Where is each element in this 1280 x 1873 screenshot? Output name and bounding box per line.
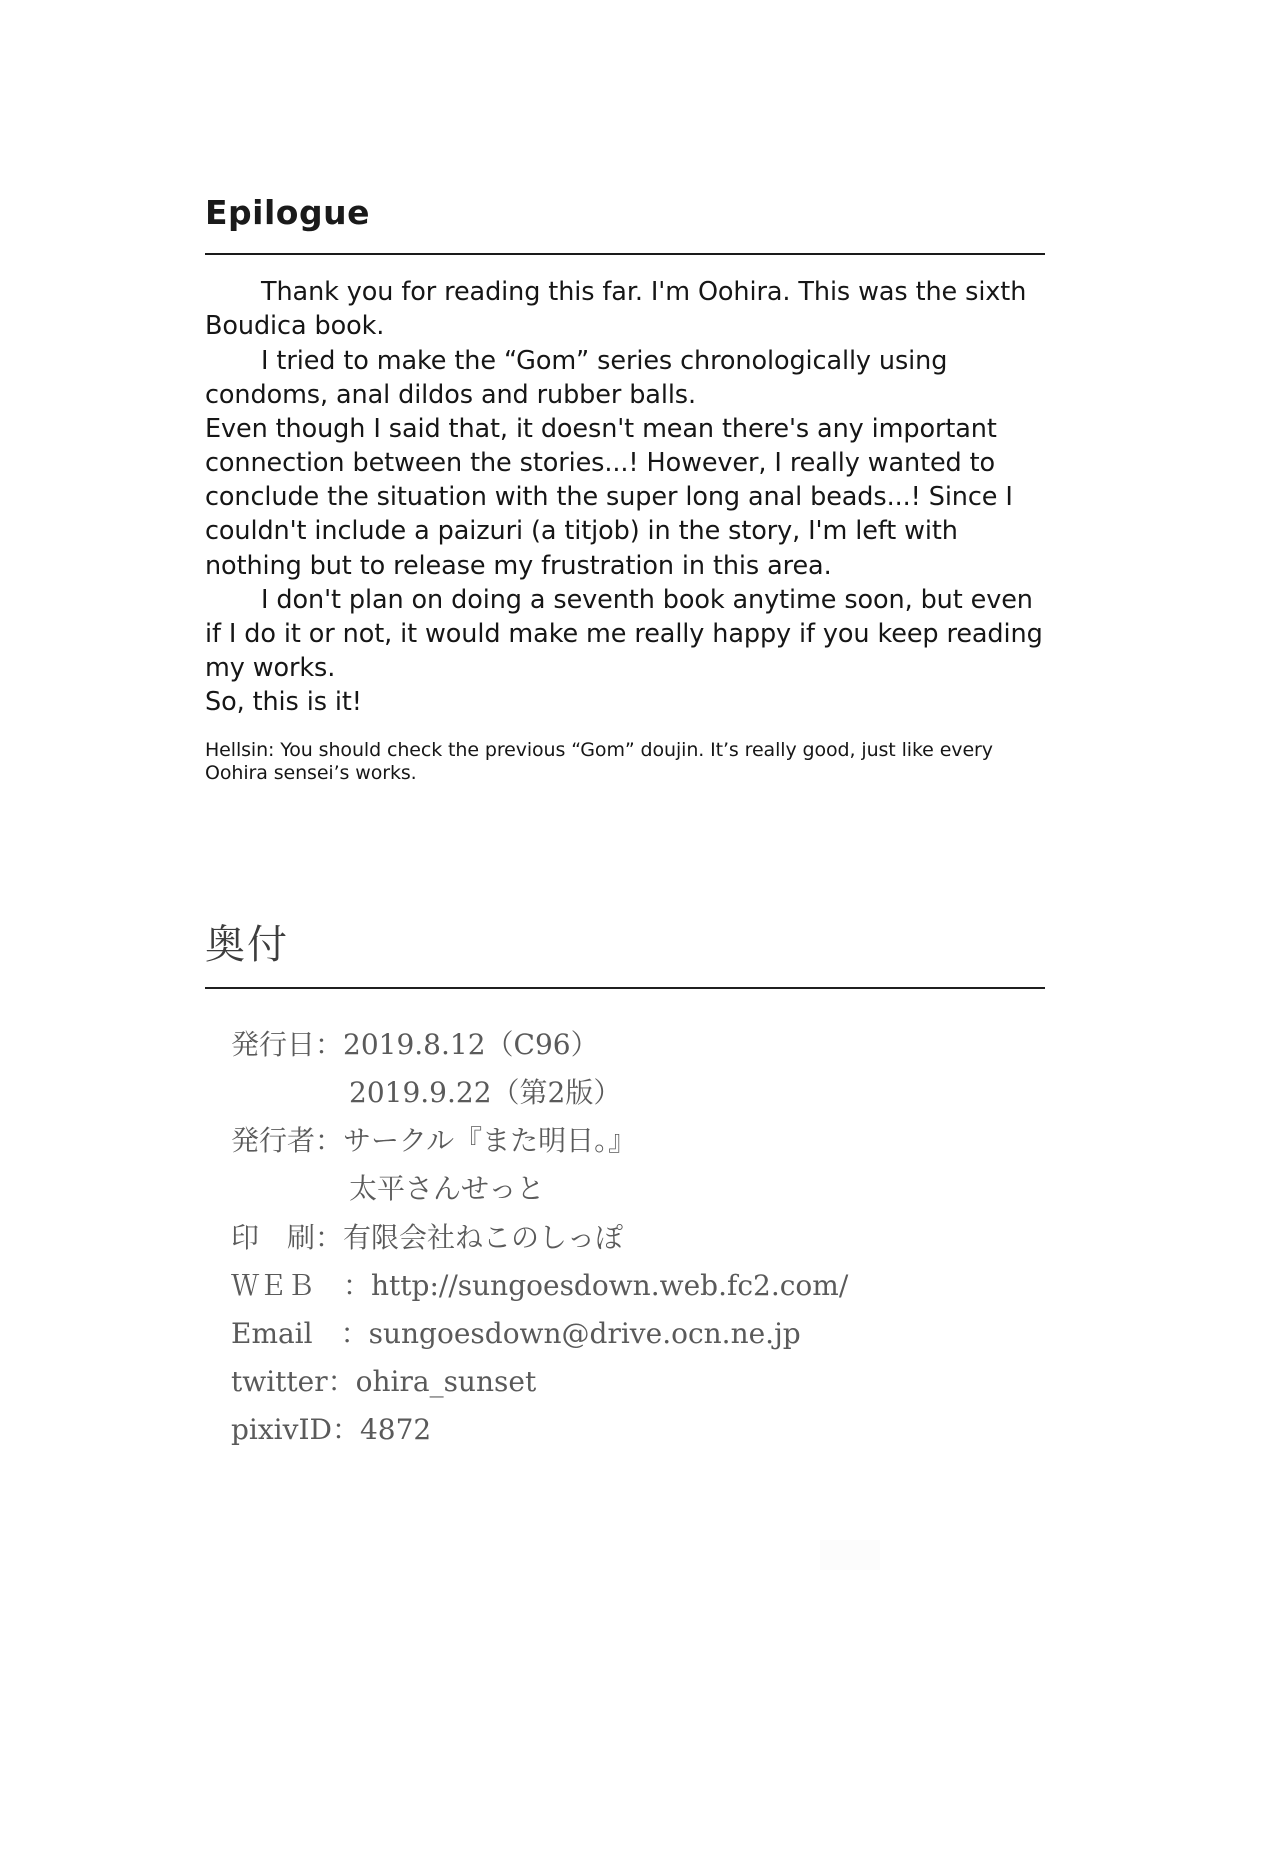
heading-divider <box>205 253 1045 255</box>
colophon-value: サークル『また明日。』 <box>343 1124 637 1158</box>
colophon-divider <box>205 987 1045 989</box>
twitter-handle[interactable]: ohira_sunset <box>355 1365 537 1399</box>
colophon-label: Email ： <box>231 1316 369 1350</box>
colophon-row-twitter <box>231 1358 1045 1406</box>
translator-note: Hellsin: You should check the previous “Gom” doujin. It’s really good, just like every Oohira sensei’s works. <box>205 739 993 785</box>
epilogue-body <box>205 275 1045 719</box>
epilogue-paragraph: I tried to make the “Gom” series chronologically using condoms, anal dildos and rubber balls. <box>205 345 948 410</box>
email-link[interactable]: sungoesdown@drive.ocn.ne.jp <box>368 1316 801 1350</box>
colophon-value: 太平さんせっと <box>349 1172 545 1206</box>
colophon-row-email <box>231 1310 1045 1358</box>
colophon-label: pixivID： <box>231 1413 360 1447</box>
epilogue-heading: Epilogue <box>205 193 370 232</box>
colophon-value: 2019.8.12（C96） <box>343 1028 599 1061</box>
colophon-heading: 奥付 <box>205 922 289 968</box>
colophon-row-web <box>231 1262 1045 1310</box>
colophon-label: twitter： <box>231 1365 356 1399</box>
colophon-label: 発行者： <box>231 1124 344 1158</box>
colophon-value: 2019.9.22（第2版） <box>349 1076 622 1110</box>
pixiv-id: 4872 <box>359 1413 432 1447</box>
colophon-row <box>231 1165 1045 1213</box>
colophon-value: 有限会社ねこのしっぽ <box>343 1220 624 1254</box>
colophon-row <box>231 1069 1045 1117</box>
colophon-label: 発行日： <box>231 1028 344 1061</box>
colophon-row-pixiv <box>231 1406 1045 1454</box>
epilogue-paragraph: I don't plan on doing a seventh book anytime soon, but even if I do it or not, it would make me really happy if you keep reading my works. <box>205 584 1043 684</box>
colophon-list <box>205 1021 1045 1454</box>
colophon-row <box>231 1214 1045 1262</box>
colophon-row <box>231 1021 1045 1069</box>
colophon-section <box>205 922 1045 1454</box>
epilogue-paragraph: Even though I said that, it doesn't mean there's any important connection between the stories...! However, I really wanted to conclude the situation with the super long anal beads...! Since I couldn't include a paizuri (a titjob) in the story, I'm left with nothing but to release my frustration in this area. <box>205 413 1013 581</box>
website-link[interactable]: http://sungoesdown.web.fc2.com/ <box>371 1268 849 1302</box>
epilogue-section <box>205 195 1045 785</box>
paper-blemish <box>820 1540 880 1570</box>
epilogue-paragraph: So, this is it! <box>205 687 362 718</box>
epilogue-paragraph: Thank you for reading this far. I'm Oohira. This was the sixth Boudica book. <box>205 277 1027 342</box>
colophon-label: 印 刷： <box>231 1220 344 1254</box>
colophon-row <box>231 1117 1045 1165</box>
colophon-label: ＷＥＢ ： <box>231 1268 372 1302</box>
